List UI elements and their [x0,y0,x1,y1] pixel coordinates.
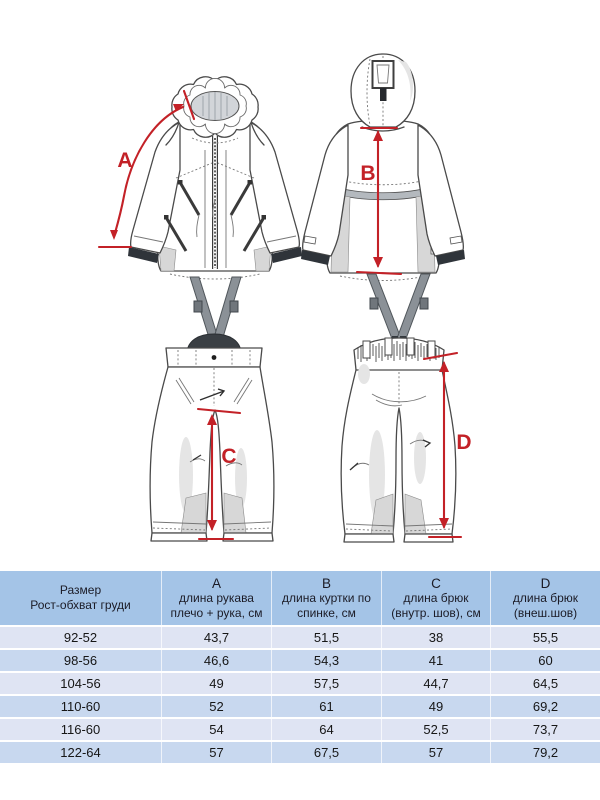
column-desc: длина брюк [403,590,469,605]
table-row [0,740,600,763]
header-column-a [162,571,272,625]
table-row [0,717,600,740]
table-row [0,694,600,717]
value-cell: 52 [162,696,272,717]
value-cell: 60 [538,653,553,668]
value-cell: 79,2 [532,745,559,760]
column-desc: длина куртки по [282,590,371,605]
value-cell: 64 [272,719,382,740]
column-desc: (внутр. шов), см [391,605,481,620]
column-letter: A [211,575,221,591]
header-size-line2: Рост-обхват груди [30,598,131,612]
value-cell: 49 [382,696,491,717]
measure-label-c: C [221,445,237,468]
value-cell: 46,6 [162,650,272,671]
value-cell: 54,3 [272,650,382,671]
size-cell: 116-60 [0,719,162,740]
size-cell: 92-52 [0,627,162,648]
value-cell: 67,5 [272,742,382,763]
value-cell: 54 [162,719,272,740]
value-cell: 57 [162,742,272,763]
header-size-column [0,571,162,625]
table-row [0,648,600,671]
table-row [0,671,600,694]
column-letter: C [431,575,441,591]
value-cell: 61 [272,696,382,717]
value-cell: 64,5 [532,676,559,691]
value-cell: 57,5 [272,673,382,694]
size-cell: 122-64 [0,742,162,763]
value-cell: 57 [382,742,491,763]
table-row [0,625,600,648]
header-size-line1: Размер [59,583,102,597]
size-cell: 98-56 [0,650,162,671]
value-cell: 49 [162,673,272,694]
value-cell: 55,5 [532,630,559,645]
size-cell: 104-56 [0,673,162,694]
header-column-c [382,571,491,625]
value-cell: 43,7 [162,627,272,648]
size-table-header [0,571,600,625]
measure-label-d: D [456,431,472,454]
column-desc: плечо + рука, см [170,605,263,620]
size-table [0,571,600,763]
header-column-b [272,571,382,625]
column-letter: B [321,575,331,591]
pants-back-view [341,274,456,542]
value-cell: 73,7 [532,722,559,737]
column-desc: (внеш.шов) [513,605,578,620]
value-cell: 69,2 [532,699,559,714]
measure-label-b: B [360,162,376,185]
value-cell: 51,5 [272,627,382,648]
column-desc: длина рукава [179,590,254,605]
value-cell: 44,7 [382,673,491,694]
jacket-back-view [301,54,465,281]
value-cell: 52,5 [382,719,491,740]
size-cell: 110-60 [0,696,162,717]
column-desc: спинке, см [297,605,356,620]
header-column-d [491,571,600,625]
column-letter: D [540,575,551,591]
column-desc: длина брюк [512,590,579,605]
jacket-front-view [128,77,302,279]
measure-label-a: A [117,149,133,172]
value-cell: 38 [382,627,491,648]
value-cell: 41 [382,650,491,671]
